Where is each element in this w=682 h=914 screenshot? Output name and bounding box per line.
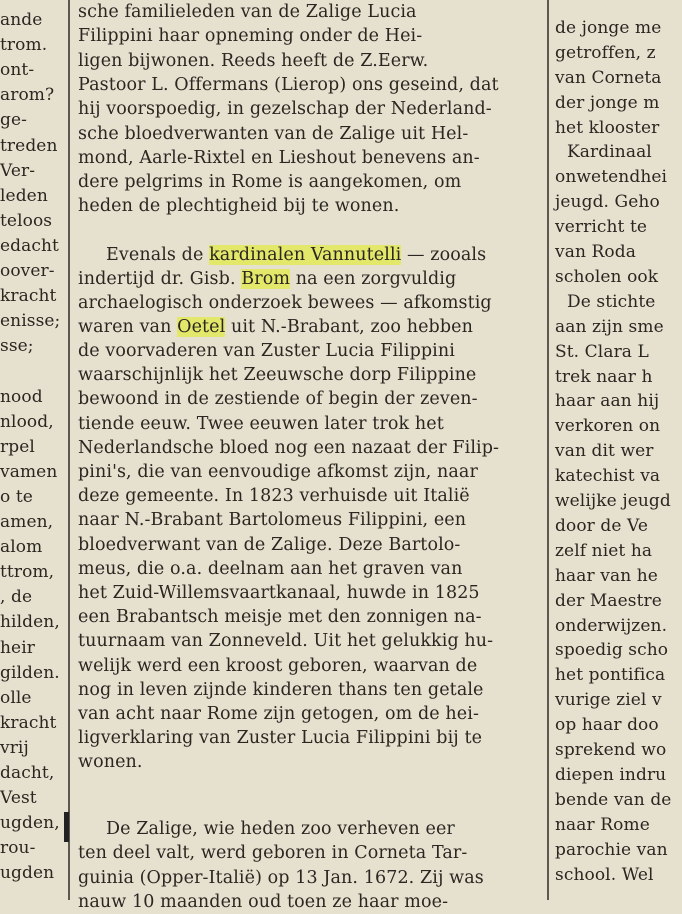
text-line: rou- <box>0 838 36 859</box>
text-line: vrij <box>0 737 29 758</box>
text-line: het pontifica <box>555 665 666 686</box>
highlighted-name-oetel: Oetel <box>177 317 226 337</box>
article-line <box>78 267 456 291</box>
text-line: getroffen, z <box>555 42 656 63</box>
highlighted-name-brom: Brom <box>241 269 291 289</box>
article-column <box>78 0 538 912</box>
text-line: naar Rome <box>555 814 650 835</box>
text-line: jeugd. Geho <box>555 192 660 213</box>
text-line: trom. <box>0 35 48 56</box>
text-line: ttrom, <box>0 562 55 583</box>
text-line: onderwijzen. <box>555 615 668 636</box>
text-line: , de <box>0 587 33 608</box>
text-span: Evenals de <box>106 245 210 265</box>
text-line: St. Clara L <box>555 341 649 362</box>
text-span: — zooals <box>401 245 487 265</box>
text-line: ge- <box>0 110 27 131</box>
text-line: van Roda <box>555 242 636 262</box>
text-line: welijk werd een kroost geboren, waarvan de <box>78 655 478 676</box>
text-line: heden de plechtigheid bij te wonen. <box>78 196 400 217</box>
text-line: der Maestre <box>555 590 662 611</box>
text-span: uit N.-Brabant, zoo hebben <box>225 317 473 337</box>
text-line: Vest <box>0 788 37 809</box>
text-line: mond, Aarle-Rixtel en Lieshout benevens an- <box>78 147 480 168</box>
text-line: bewoond in de zestiende of begin der zeven- <box>78 389 478 410</box>
right-column-fragment <box>555 0 682 900</box>
text-line: ugden <box>0 863 55 884</box>
text-line: nlood, <box>0 411 54 432</box>
text-line: nog in leven zijnde kinderen thans ten getale <box>78 679 484 700</box>
text-line: De Zalige, wie heden zoo verheven eer <box>106 819 455 839</box>
text-line: ten deel valt, werd geboren in Corneta Tar- <box>78 843 468 864</box>
column-rule-right <box>547 0 549 900</box>
text-line: Nederlandsche bloed nog een nazaat der Filip- <box>78 437 500 458</box>
text-line: tiende eeuw. Twee eeuwen later trok het <box>78 413 444 434</box>
text-line: sse; <box>0 336 34 357</box>
text-line: dacht, <box>0 763 55 783</box>
text-line: o te <box>0 486 33 507</box>
text-line: vurige ziel v <box>555 690 662 711</box>
text-line: Filippini haar opneming onder de Hei- <box>78 26 423 47</box>
text-line: rpel <box>0 436 35 457</box>
text-line: van Corneta <box>555 67 662 88</box>
text-line: bloedverwant van de Zalige. Deze Bartolo- <box>78 534 461 555</box>
text-line: aan zijn sme <box>555 316 664 337</box>
text-line: ugden, <box>0 813 60 834</box>
text-line: alom <box>0 537 43 558</box>
article-line <box>78 315 473 339</box>
text-line: trek naar h <box>555 366 653 387</box>
text-line: arom? <box>0 85 55 106</box>
text-line: op haar doo <box>555 715 659 736</box>
text-line: katechist va <box>555 466 661 487</box>
text-line: vamen <box>0 461 58 482</box>
text-line: De stichte <box>567 291 656 312</box>
text-line: gilden. <box>0 662 60 683</box>
text-line: van acht naar Rome zijn getogen, om de hei- <box>78 704 479 724</box>
text-line: meus, die o.a. deelnam aan het graven van <box>78 558 463 579</box>
text-line: bende van de <box>555 789 672 810</box>
text-line: dere pelgrims in Rome is aangekomen, om <box>78 172 462 193</box>
text-line: deze gemeente. In 1823 verhuisde uit Italië <box>78 486 470 507</box>
text-line: scholen ook <box>555 266 659 287</box>
text-line: Pastoor L. Offermans (Lierop) ons geseind, dat <box>78 74 499 95</box>
text-line: kracht <box>0 712 57 733</box>
text-line: ande <box>0 10 43 30</box>
text-line: onwetendhei <box>555 167 668 188</box>
text-line: haar van he <box>555 565 658 586</box>
text-line: naar N.-Brabant Bartolomeus Filippini, een <box>78 510 467 531</box>
text-line: kracht <box>0 286 57 307</box>
text-line: het klooster <box>555 117 660 138</box>
left-column-fragment <box>0 0 60 900</box>
text-line: zelf niet ha <box>555 540 653 561</box>
text-line: pini's, die van eenvoudige afkomst zijn, naar <box>78 462 478 482</box>
text-line: ligen bijwonen. Reeds heeft de Z.Eerw. <box>78 50 429 71</box>
text-line: sprekend wo <box>555 740 667 760</box>
text-line: guinia (Opper-Italië) op 13 Jan. 1672. Zij was <box>78 867 484 888</box>
text-line: ont- <box>0 60 35 81</box>
text-line: welijke jeugd <box>555 491 671 511</box>
text-line: diepen indru <box>555 764 667 785</box>
text-line: verkoren on <box>555 416 661 437</box>
text-line: het Zuid-Willemsvaartkanaal, huwde in 1825 <box>78 583 480 603</box>
text-line: sche familieleden van de Zalige Lucia <box>78 2 417 22</box>
text-span: indertijd dr. Gisb. <box>78 269 242 289</box>
text-line: van dit wer <box>555 441 654 462</box>
text-line: teloos <box>0 210 53 231</box>
column-rule-left <box>68 0 70 900</box>
text-line: enisse; <box>0 311 61 332</box>
text-line: verricht te <box>555 217 648 238</box>
text-line: Kardinaal <box>567 142 652 163</box>
text-line: parochie van <box>555 839 668 860</box>
text-line: hij voorspoedig, in gezelschap der Nederland- <box>78 99 492 120</box>
text-line: ligverklaring van Zuster Lucia Filippini bij te <box>78 728 483 749</box>
text-line: school. Wel <box>555 864 654 885</box>
text-line: haar aan hij <box>555 391 660 412</box>
text-line: treden <box>0 135 58 156</box>
text-line: oover- <box>0 261 55 281</box>
text-line: Ver- <box>0 160 36 181</box>
text-line: edacht <box>0 235 59 256</box>
text-line: sche bloedverwanten van de Zalige uit Hel- <box>78 123 469 144</box>
text-line: hilden, <box>0 612 60 633</box>
article-line: archaelogisch onderzoek bewees — afkomstig <box>78 293 492 313</box>
text-line: een Brabantsch meisje met den zonnigen na- <box>78 607 482 628</box>
text-line: door de Ve <box>555 515 649 536</box>
text-line: wonen. <box>78 752 143 773</box>
text-line: leden <box>0 185 48 206</box>
margin-mark <box>64 812 69 842</box>
article-line <box>106 243 486 267</box>
text-line: waarschijnlijk het Zeeuwsche dorp Filippine <box>78 365 477 386</box>
text-line: spoedig scho <box>555 640 669 661</box>
text-line: der jonge m <box>555 92 660 113</box>
text-line: de voorvaderen van Zuster Lucia Filippini <box>78 341 455 361</box>
text-line: amen, <box>0 512 54 532</box>
text-line: de jonge me <box>555 17 662 38</box>
text-line: nood <box>0 386 43 407</box>
text-span: waren van <box>78 317 178 337</box>
text-line: nauw 10 maanden oud toen ze haar moe- <box>78 891 449 912</box>
text-line: olle <box>0 687 32 708</box>
text-line: tuurnaam van Zonneveld. Uit het gelukkig hu- <box>78 631 494 652</box>
text-span: na een zorgvuldig <box>290 269 457 289</box>
highlighted-name-vannutelli: kardinalen Vannutelli <box>209 245 402 265</box>
text-line: heir <box>0 637 35 658</box>
